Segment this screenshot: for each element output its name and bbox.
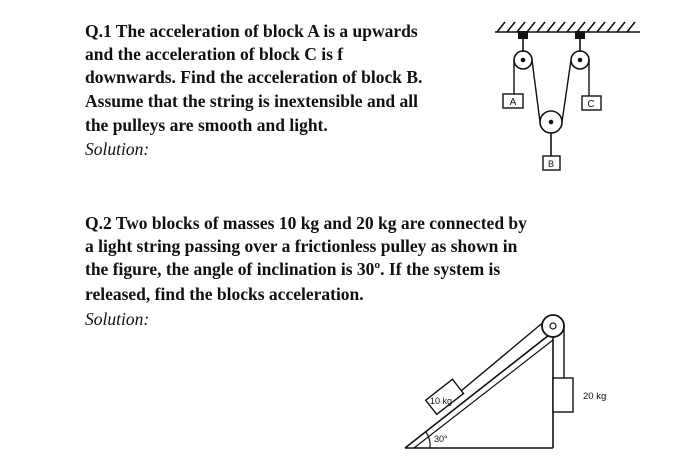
block-c-label: C xyxy=(587,99,595,110)
block-20kg xyxy=(553,378,573,412)
q1-line-5: the pulleys are smooth and light. xyxy=(85,115,328,135)
block-a-label: A xyxy=(509,97,517,108)
angle-label: 30° xyxy=(434,434,448,444)
incline-pulley xyxy=(542,315,564,337)
q1-solution-label: Solution: xyxy=(85,139,150,159)
q1-line-2: and the acceleration of block C is f xyxy=(85,44,344,64)
q1-line-3: downwards. Find the acceleration of block B. xyxy=(85,67,423,87)
q2-line-4: released, find the blocks acceleration. xyxy=(85,284,364,304)
q2-line-2: a light string passing over a frictionless pulley as shown in xyxy=(85,236,518,256)
block-20kg-label: 20 kg xyxy=(583,391,607,402)
block-b-label: B xyxy=(547,159,555,169)
left-fixed-pulley xyxy=(514,39,532,69)
movable-pulley xyxy=(540,111,562,156)
incline-surface xyxy=(405,335,549,448)
q2-solution-label: Solution: xyxy=(85,309,150,329)
angle-arc xyxy=(426,432,430,448)
incline-string xyxy=(455,320,546,396)
right-fixed-pulley xyxy=(571,39,589,69)
block-10kg-label: 10 kg xyxy=(430,396,453,406)
q1-line-1: Q.1 The acceleration of block A is a upwards xyxy=(85,21,418,41)
ceiling xyxy=(495,22,640,32)
q1-line-4: Assume that the string is inextensible and all xyxy=(85,91,419,111)
q2-line-3: the figure, the angle of inclination is 30º. If the system is xyxy=(85,259,501,279)
q2-line-1: Q.2 Two blocks of masses 10 kg and 20 kg are connected by xyxy=(85,213,527,233)
incline-figure xyxy=(405,315,606,448)
